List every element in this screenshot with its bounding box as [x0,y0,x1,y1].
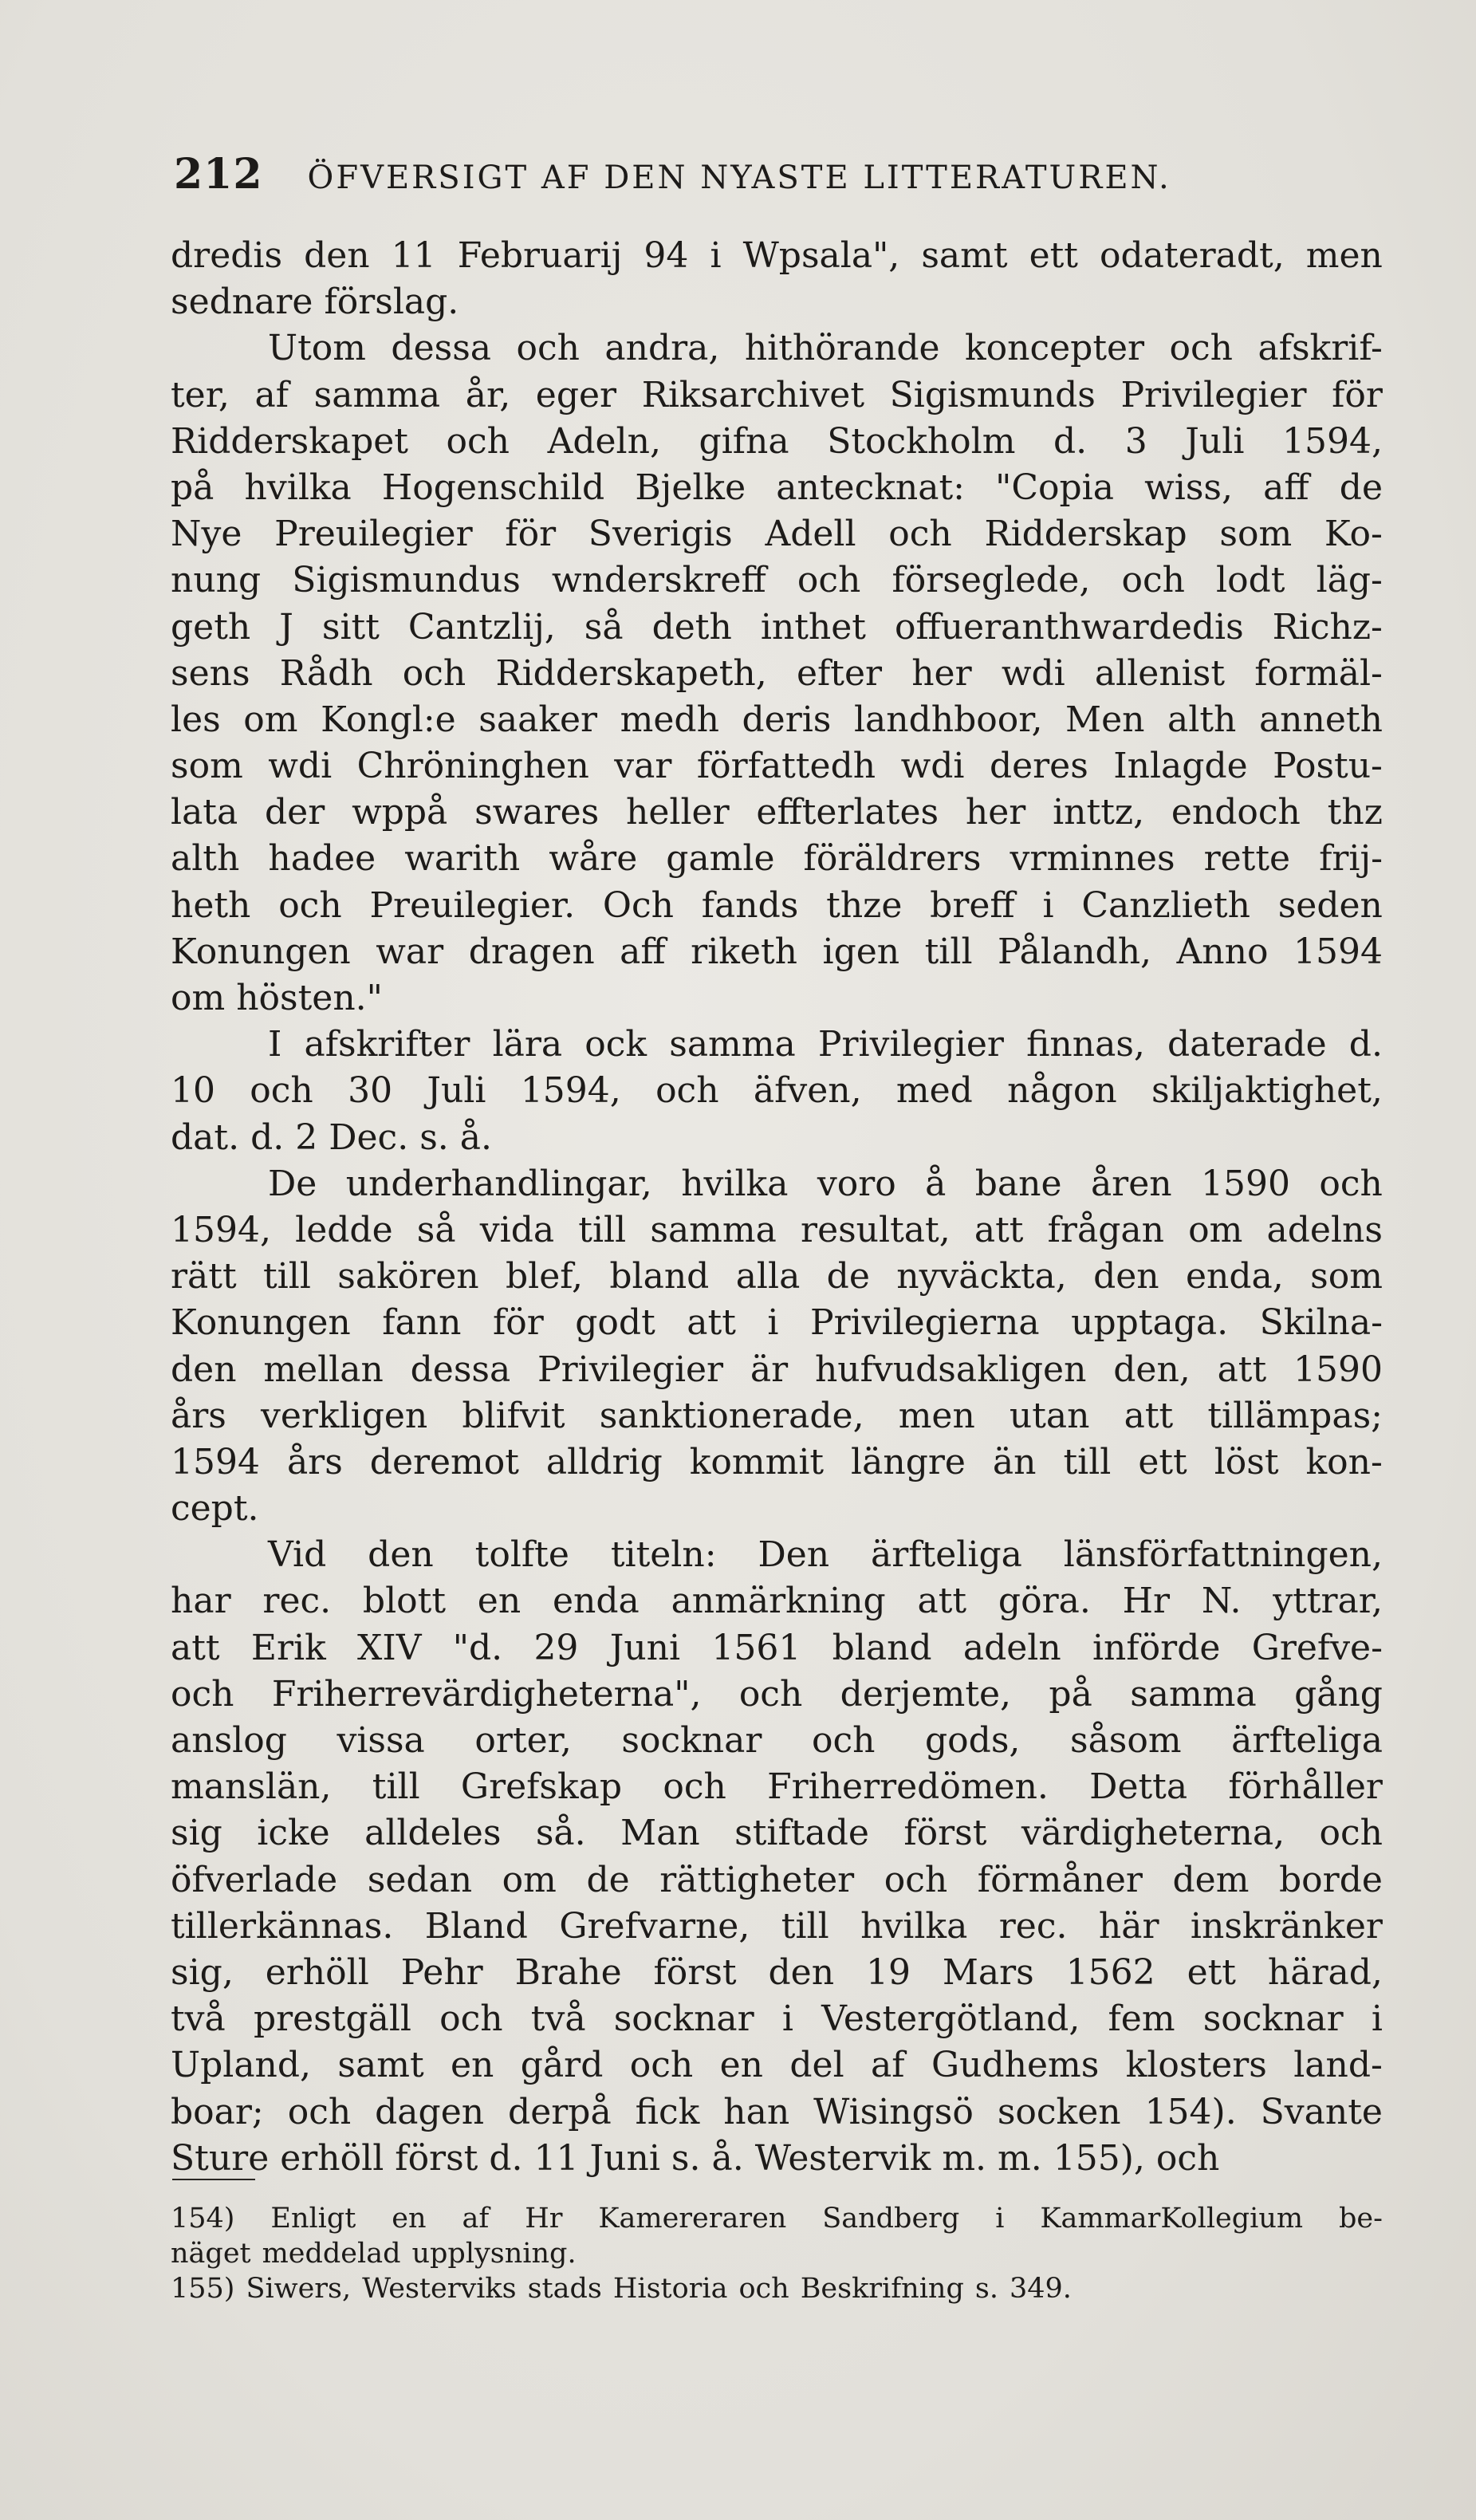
footnote-rule [172,2179,255,2180]
text-line: De underhandlingar, hvilka voro å bane åren 1590 och [268,1163,1383,1204]
text-line: sens Rådh och Ridderskapeth, efter her wdi allenist formäl- [171,652,1383,694]
text-line: Upland, samt en gård och en del af Gudhems klosters land- [171,2045,1383,2086]
text-line: som wdi Chröninghen var författedh wdi deres Inlagde Postu- [171,746,1383,787]
text-line: 1594 års deremot alldrig kommit längre än till ett löst kon- [171,1441,1383,1482]
text-line: sig icke alldeles så. Man stiftade först värdigheterna, och [171,1813,1383,1854]
text-line: cept. [171,1488,259,1530]
text-line: Konungen war dragen aff riketh igen till Pålandh, Anno 1594 [171,931,1383,972]
text-line: lata der wppå swares heller effterlates her inttz, endoch thz [171,792,1383,833]
text-line: boar; och dagen derpå fick han Wisingsö socken 154). Svante [171,2091,1383,2132]
footnote-line: 154) Enligt en af Hr Kamereraren Sandberg i KammarKollegium be- [171,2203,1383,2235]
text-line: om hösten." [171,978,383,1018]
text-line: två prestgäll och två socknar i Vestergötland, fem socknar i [171,1998,1383,2040]
text-line: att Erik XIV "d. 29 Juni 1561 bland adeln införde Grefve- [171,1627,1383,1668]
text-line: Vid den tolfte titeln: Den ärfteliga länsförfattningen, [268,1534,1383,1576]
text-line: Ridderskapet och Adeln, gifna Stockholm d. 3 Juli 1594, [171,420,1383,462]
text-line: 10 och 30 Juli 1594, och äfven, med någon skiljaktighet, [171,1070,1383,1112]
footnote-line: näget meddelad upplysning. [171,2238,577,2270]
text-line: nung Sigismundus wnderskreff och förseglede, och lodt läg- [171,560,1383,601]
text-line: på hvilka Hogenschild Bjelke antecknat: "Copia wiss, aff de [171,467,1383,508]
text-line: dat. d. 2 Dec. s. å. [171,1116,492,1158]
text-line: geth J sitt Cantzlij, så deth inthet offueranthwardedis Richz- [171,606,1383,648]
text-line: Sture erhöll först d. 11 Juni s. å. Westervik m. m. 155), och [171,2137,1220,2179]
text-line: Utom dessa och andra, hithörande koncepter och afskrif- [268,328,1383,369]
text-line: dredis den 11 Februarij 94 i Wpsala", samt ett odateradt, men [171,235,1383,276]
body-text [171,233,1383,2182]
text-line: les om Kongl:e saaker medh deris landhboor, Men alth anneth [171,699,1383,740]
text-line: ter, af samma år, eger Riksarchivet Sigismunds Privilegier för [171,374,1383,415]
footnotes [171,2201,1383,2306]
text-line: Nye Preuilegier för Sverigis Adell och Ridderskap som Ko- [171,514,1383,555]
text-line: och Friherrevärdigheterna", och derjemte, på samma gång [171,1673,1383,1715]
text-line: har rec. blott en enda anmärkning att göra. Hr N. yttrar, [171,1581,1383,1622]
text-line: sednare förslag. [171,282,459,323]
text-line: I afskrifter lära ock samma Privilegier finnas, daterade d. [268,1024,1383,1065]
text-line: den mellan dessa Privilegier är hufvudsakligen den, att 1590 [171,1349,1383,1390]
page-number: 212 [174,150,263,199]
running-header [174,150,1386,199]
text-line: manslän, till Grefskap och Friherredömen. Detta förhåller [171,1766,1383,1808]
text-line: års verkligen blifvit sanktionerade, men utan att tillämpas; [171,1395,1383,1436]
text-line: heth och Preuilegier. Och fands thze breff i Canzlieth seden [171,884,1383,926]
text-line: tillerkännas. Bland Grefvarne, till hvilka rec. här inskränker [171,1905,1383,1947]
text-line: öfverlade sedan om de rättigheter och förmåner dem borde [171,1859,1383,1900]
footnote-line: 155) Siwers, Westerviks stads Historia och Beskrifning s. 349. [171,2273,1072,2305]
text-line: Konungen fann för godt att i Privilegierna upptaga. Skilna- [171,1302,1383,1344]
text-line: rätt till sakören blef, bland alla de nyväckta, den enda, som [171,1256,1383,1297]
running-title: ÖFVERSIGT AF DEN NYASTE LITTERATUREN. [307,159,1171,196]
text-line: 1594, ledde så vida till samma resultat, att frågan om adelns [171,1209,1383,1250]
text-line: alth hadee warith wåre gamle föräldrers vrminnes rette frij- [171,838,1383,880]
text-line: sig, erhöll Pehr Brahe först den 19 Mars 1562 ett härad, [171,1951,1383,1993]
text-line: anslog vissa orter, socknar och gods, såsom ärfteliga [171,1720,1383,1761]
